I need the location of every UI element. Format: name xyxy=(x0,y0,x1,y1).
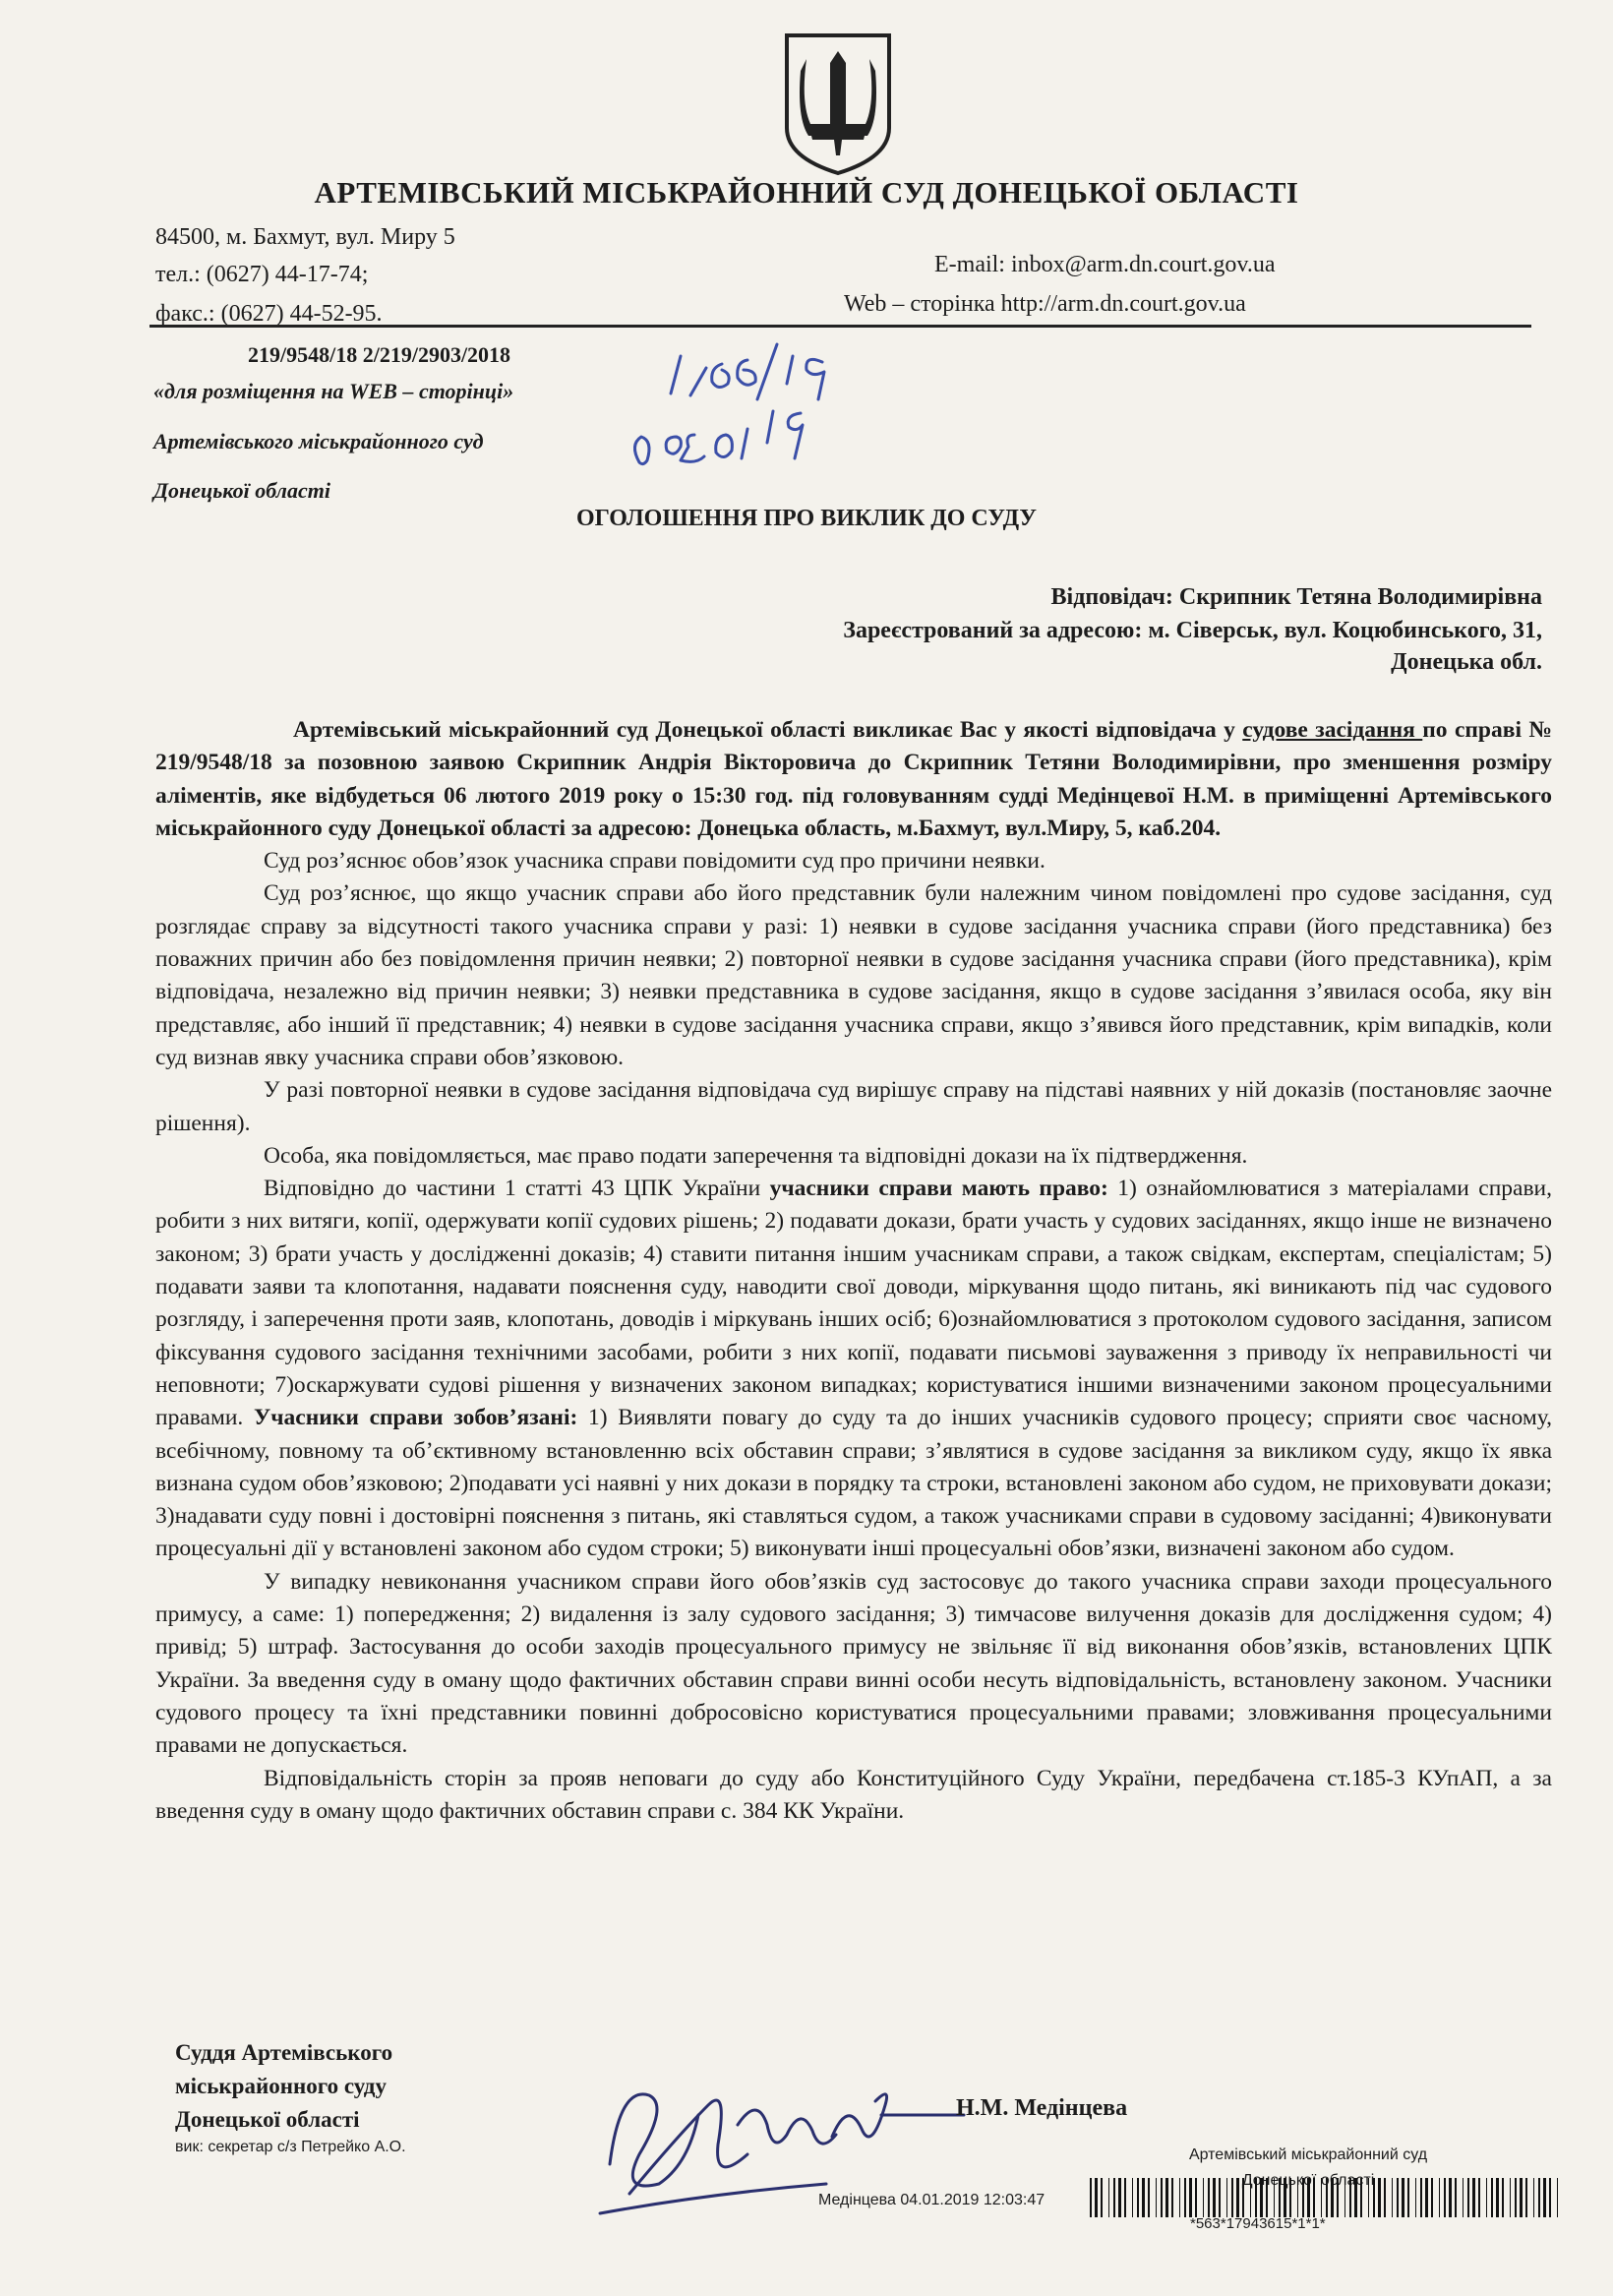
coercion-paragraph: У випадку невиконання учасником справи його обов’язків суд застосовує до такого учасника справи заходи процесуального примусу, а саме: 1) попередження; 2) видалення із залу судового засідання; 3) тимчасове вилучення доказів для дослідження судом; 4) привід; 5) штраф. Застосування до особи заходів процесуального примусу не звільняє її від виконання обов’язків, встановлених ЦПК України. За введення суду в оману щодо фактичних обставин справи винні особи несуть відповідальність, встановлену законом. Учасники судового процесу та їхні представники повинні добросовісно користуватися процесуальними правами; зловживання процесуальними правами не допускається. xyxy=(155,1568,1552,1759)
judge-name: Н.М. Медінцева xyxy=(956,2095,1128,2121)
defendant-name: Відповідач: Скрипник Тетяна Володимирівна xyxy=(1050,584,1542,610)
barcode-icon xyxy=(1090,2178,1562,2217)
court-name-line-2: Донецької області xyxy=(153,478,330,503)
stamp-court-line-1: Артемівський міськрайонний суд xyxy=(1188,2146,1428,2163)
absence-duty-paragraph: Суд роз’яснює обов’язок учасника справи повідомити суд про причини неявки. xyxy=(264,848,1045,875)
summons-paragraph xyxy=(155,714,1552,845)
rights-list: 1) ознайомлюватися з матеріалами справи, робити з них витяги, копії, одержувати копії судових рішень; 2) подавати докази, брати участь у судових засіданнях, якщо інше не визначено законом; 3) брати участь у дослідженні доказів; 4) ставити питання іншим учасникам справи, а також свідкам, експертам, спеціалістам; 5) подавати заяви та клопотання, надавати пояснення суду, наводити свої доводи, міркування щодо питань, які виникають під час судового розгляду, і заперечення проти заяв, клопотань, доводів і міркувань інших осіб; 6)ознайомлюватися з протоколом судового засідання, записом фіксування судового засідання технічними засобами, робити з них копії, подавати письмові зауваження з приводу їх неправильності чи неповноти; 7)оскаржувати судові рішення у визначених законом випадках; користуватися іншими визначеними законом процесуальними правами. xyxy=(155,1176,1553,1431)
header-divider xyxy=(149,325,1531,328)
summons-text-underlined: судове засідання xyxy=(1242,717,1423,743)
liability-paragraph: Відповідальність сторін за прояв неповаги до суду або Конституційного Суду України, передбачена ст.185-3 КУпАП, а за введення суду в оману щодо фактичних обставин справи с. 384 КК України. xyxy=(155,1765,1552,1824)
objection-right-paragraph: Особа, яка повідомляється, має право подати заперечення та відповідні докази на їх підтвердження. xyxy=(264,1142,1248,1169)
document-title: ОГОЛОШЕННЯ ПРО ВИКЛИК ДО СУДУ xyxy=(575,506,1038,531)
defendant-region: Донецька обл. xyxy=(1391,649,1542,675)
rights-heading: учасники справи мають право: xyxy=(769,1176,1108,1202)
stamp-court-line-2: області xyxy=(1320,2172,1375,2189)
court-fax: факс.: (0627) 44-52-95. xyxy=(155,301,383,327)
court-email: E-mail: inbox@arm.dn.court.gov.ua xyxy=(934,252,1276,277)
trident-emblem-icon xyxy=(779,30,897,177)
case-numbers: 219/9548/18 2/219/2903/2018 xyxy=(248,342,511,367)
judge-title-line-2: міськрайонного суду xyxy=(175,2074,387,2098)
judge-title-line-1: Суддя Артемівського xyxy=(175,2040,393,2065)
court-website: Web – сторінка http://arm.dn.court.gov.ua xyxy=(844,291,1246,317)
registration-stamp-date: Медінцева 04.01.2019 12:03:47 xyxy=(818,2192,1045,2208)
judge-title-block xyxy=(175,2036,392,2137)
summons-text-b: по справі № 219/9548/18 за позовною заявою Скрипник Андрія Вікторовича до Скрипник Тетяни Володимирівни, про зменшення розміру аліментів, яке відбудеться 06 лютого 2019 року о 15:30 год. під головуванням судді Медінцевої Н.М. в приміщенні Артемівського міськрайонного суду Донецької області за адресою: Донецька область, м.Бахмут, вул.Миру, 5, каб.204. xyxy=(155,717,1553,841)
executor-note: вик: секретар с/з Петрейко А.О. xyxy=(175,2139,406,2155)
summons-text-a: Артемівський міськрайонний суд Донецької області викликає Вас у якості відповідача у xyxy=(293,717,1243,743)
absence-rules-paragraph: Суд роз’яснює, що якщо учасник справи або його представник були належним чином повідомлені про судове засідання, суд розглядає справу за відсутності такого учасника справи у разі: 1) неявки в судове засідання учасника справи (його представника) без поважних причин або без повідомлення причин неявки; 2) повторної неявки в судове засідання учасника справи (його представника), крім відповідача, незалежно від причин неявки; 3) неявки представника в судове засідання, якщо в судове засідання з’явилася особа, яку він представляє, або інший її представник; 4) неявки в судове засідання учасника справи, якщо з’явився його представник, крім випадків, коли суд визнав явку учасника справи обов’язковою. xyxy=(155,880,1552,1070)
handwritten-registration-mark xyxy=(620,334,895,482)
court-phone: тел.: (0627) 44-17-74; xyxy=(155,262,369,287)
judge-title-line-3: Донецької області xyxy=(175,2107,360,2132)
barcode-number: *563*17943615*1*1* xyxy=(1190,2215,1326,2232)
web-placement-note: «для розміщення на WEB – сторінці» xyxy=(153,379,514,403)
default-judgment-paragraph: У разі повторної неявки в судове засідання відповідача суд вирішує справу на підставі наявних у ній доказів (постановляє заочне рішення). xyxy=(155,1077,1552,1136)
court-address: 84500, м. Бахмут, вул. Миру 5 xyxy=(155,224,455,250)
rights-duties-paragraph xyxy=(155,1173,1552,1566)
duties-list: 1) Виявляти повагу до суду та до інших учасників судового процесу; сприяти своє часному, всебічному, повному та об’єктивному встановленню всіх обставин справи; з’являтися в судове засідання за викликом суду, якщо їх явка визнана судом обов’язковою; 2)подавати усі наявні у них докази в порядку та строки, встановлені законом або судом, не приховувати докази; 3)надавати суду повні і достовірні пояснення з питань, які ставляться судом, а також учасниками справи в судовому засіданні; 4)виконувати процесуальні дії у встановлені законом або судом строки; 5) виконувати інші процесуальні обов’язки, визначені законом або судом. xyxy=(155,1405,1552,1562)
notice-body xyxy=(155,714,1552,1828)
defendant-address: Зареєстрований за адресою: м. Сіверськ, вул. Коцюбинського, 31, xyxy=(843,618,1542,643)
court-name-line-1: Артемівського міськрайонного суд xyxy=(153,429,484,453)
duties-heading: Учасники справи зобов’язані: xyxy=(254,1405,578,1431)
court-title: АРТЕМІВСЬКИЙ МІСЬКРАЙОННИЙ СУД ДОНЕЦЬКОЇ ОБЛАСТІ xyxy=(314,175,1299,210)
rights-intro: Відповідно до частини 1 статті 43 ЦПК України xyxy=(264,1176,770,1202)
